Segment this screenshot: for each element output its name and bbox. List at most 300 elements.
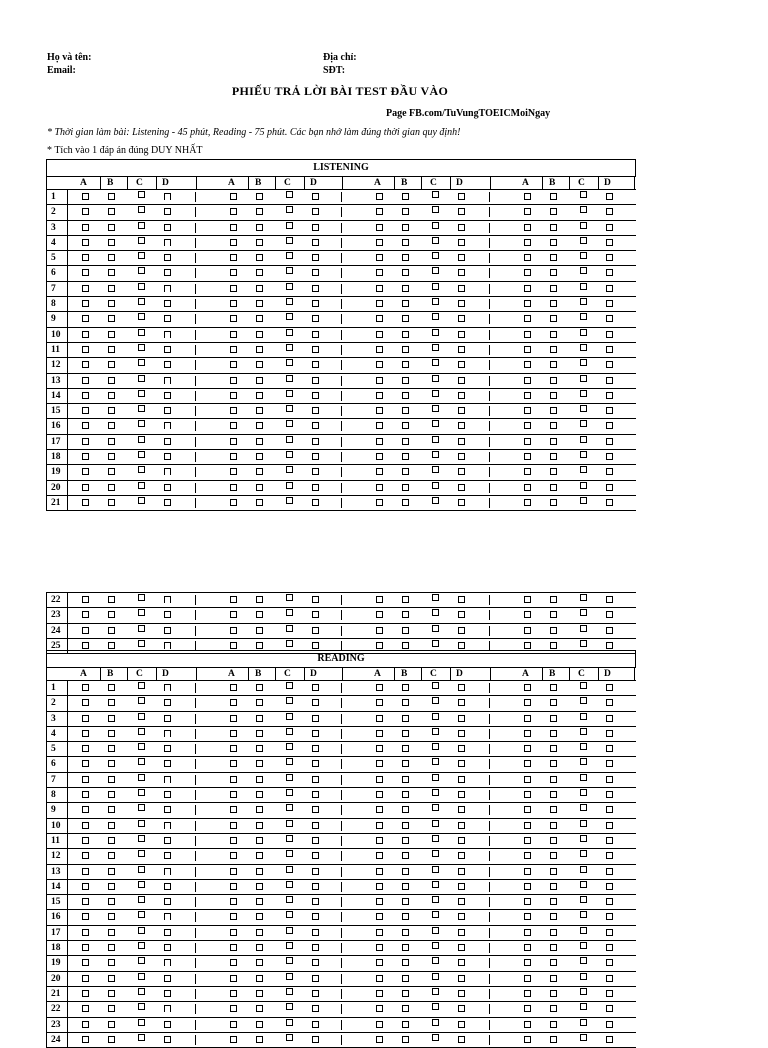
answer-checkbox-a[interactable]: [82, 468, 89, 475]
answer-checkbox-c[interactable]: [580, 911, 587, 918]
answer-checkbox-b[interactable]: [402, 331, 409, 338]
answer-checkbox-a[interactable]: [230, 484, 237, 491]
answer-checkbox-d[interactable]: [606, 596, 613, 603]
answer-checkbox-b[interactable]: [550, 224, 557, 231]
answer-checkbox-a[interactable]: [524, 760, 531, 767]
answer-checkbox-d[interactable]: [458, 361, 465, 368]
answer-checkbox-b[interactable]: [256, 684, 263, 691]
answer-checkbox-d[interactable]: [606, 346, 613, 353]
answer-checkbox-d[interactable]: [458, 745, 465, 752]
answer-checkbox-b[interactable]: [550, 1036, 557, 1043]
answer-checkbox-b[interactable]: [256, 642, 263, 649]
answer-checkbox-d[interactable]: [312, 1036, 319, 1043]
answer-checkbox-c[interactable]: [580, 298, 587, 305]
answer-checkbox-a[interactable]: [230, 760, 237, 767]
answer-checkbox-a[interactable]: [524, 208, 531, 215]
answer-checkbox-c[interactable]: [580, 927, 587, 934]
answer-checkbox-d[interactable]: [312, 699, 319, 706]
answer-checkbox-c[interactable]: [138, 697, 145, 704]
answer-checkbox-a[interactable]: [376, 944, 383, 951]
answer-checkbox-c[interactable]: [432, 988, 439, 995]
answer-checkbox-a[interactable]: [82, 898, 89, 905]
answer-checkbox-b[interactable]: [550, 944, 557, 951]
answer-checkbox-a[interactable]: [376, 453, 383, 460]
answer-checkbox-d[interactable]: [606, 208, 613, 215]
answer-checkbox-a[interactable]: [230, 745, 237, 752]
answer-checkbox-b[interactable]: [402, 760, 409, 767]
answer-checkbox-d[interactable]: [606, 898, 613, 905]
answer-checkbox-c[interactable]: [580, 1034, 587, 1041]
answer-checkbox-b[interactable]: [108, 1036, 115, 1043]
answer-checkbox-b[interactable]: [108, 730, 115, 737]
answer-checkbox-b[interactable]: [402, 1005, 409, 1012]
answer-checkbox-b[interactable]: [402, 822, 409, 829]
answer-checkbox-a[interactable]: [524, 822, 531, 829]
answer-checkbox-a[interactable]: [524, 730, 531, 737]
answer-checkbox-a[interactable]: [376, 392, 383, 399]
answer-checkbox-b[interactable]: [402, 361, 409, 368]
answer-checkbox-a[interactable]: [230, 499, 237, 506]
answer-checkbox-d[interactable]: [164, 361, 171, 368]
answer-checkbox-c[interactable]: [580, 896, 587, 903]
answer-checkbox-a[interactable]: [230, 1036, 237, 1043]
answer-checkbox-c[interactable]: [138, 497, 145, 504]
answer-checkbox-d[interactable]: [458, 822, 465, 829]
answer-checkbox-d[interactable]: [312, 760, 319, 767]
answer-checkbox-d[interactable]: [458, 346, 465, 353]
answer-checkbox-d[interactable]: [606, 361, 613, 368]
answer-checkbox-a[interactable]: [524, 990, 531, 997]
answer-checkbox-b[interactable]: [256, 468, 263, 475]
answer-checkbox-a[interactable]: [82, 300, 89, 307]
answer-checkbox-b[interactable]: [550, 990, 557, 997]
answer-checkbox-a[interactable]: [230, 392, 237, 399]
answer-checkbox-b[interactable]: [402, 596, 409, 603]
answer-checkbox-b[interactable]: [550, 837, 557, 844]
answer-checkbox-c[interactable]: [432, 267, 439, 274]
answer-checkbox-d[interactable]: [606, 453, 613, 460]
answer-checkbox-a[interactable]: [376, 975, 383, 982]
answer-checkbox-c[interactable]: [580, 774, 587, 781]
answer-checkbox-a[interactable]: [82, 730, 89, 737]
answer-checkbox-a[interactable]: [376, 499, 383, 506]
answer-checkbox-b[interactable]: [550, 959, 557, 966]
answer-checkbox-d[interactable]: [312, 913, 319, 920]
answer-checkbox-c[interactable]: [432, 313, 439, 320]
answer-checkbox-b[interactable]: [108, 468, 115, 475]
answer-checkbox-b[interactable]: [108, 837, 115, 844]
answer-checkbox-b[interactable]: [108, 193, 115, 200]
answer-checkbox-a[interactable]: [82, 611, 89, 618]
answer-checkbox-a[interactable]: [230, 361, 237, 368]
answer-checkbox-a[interactable]: [376, 837, 383, 844]
answer-checkbox-c[interactable]: [286, 451, 293, 458]
answer-checkbox-d[interactable]: [458, 1005, 465, 1012]
answer-checkbox-c[interactable]: [138, 942, 145, 949]
answer-checkbox-c[interactable]: [286, 252, 293, 259]
answer-checkbox-c[interactable]: [138, 390, 145, 397]
answer-checkbox-d[interactable]: [312, 776, 319, 783]
answer-checkbox-c[interactable]: [580, 594, 587, 601]
answer-checkbox-b[interactable]: [402, 929, 409, 936]
answer-checkbox-d[interactable]: [458, 596, 465, 603]
answer-checkbox-b[interactable]: [402, 883, 409, 890]
answer-checkbox-b[interactable]: [550, 208, 557, 215]
answer-checkbox-a[interactable]: [376, 239, 383, 246]
answer-checkbox-d[interactable]: [606, 315, 613, 322]
answer-checkbox-c[interactable]: [432, 728, 439, 735]
answer-checkbox-c[interactable]: [138, 911, 145, 918]
answer-checkbox-a[interactable]: [230, 929, 237, 936]
answer-checkbox-b[interactable]: [550, 822, 557, 829]
answer-checkbox-b[interactable]: [550, 193, 557, 200]
answer-checkbox-a[interactable]: [524, 361, 531, 368]
answer-checkbox-c[interactable]: [138, 850, 145, 857]
answer-checkbox-d[interactable]: [458, 715, 465, 722]
answer-checkbox-b[interactable]: [550, 684, 557, 691]
answer-checkbox-a[interactable]: [230, 913, 237, 920]
answer-checkbox-b[interactable]: [402, 715, 409, 722]
answer-checkbox-d[interactable]: [458, 1021, 465, 1028]
answer-checkbox-d[interactable]: [164, 852, 171, 859]
answer-checkbox-d[interactable]: [164, 745, 171, 752]
answer-checkbox-d[interactable]: [606, 468, 613, 475]
answer-checkbox-c[interactable]: [286, 713, 293, 720]
answer-checkbox-a[interactable]: [524, 331, 531, 338]
answer-checkbox-a[interactable]: [230, 407, 237, 414]
answer-checkbox-b[interactable]: [108, 715, 115, 722]
answer-checkbox-d[interactable]: [164, 407, 171, 414]
answer-checkbox-d[interactable]: [312, 806, 319, 813]
answer-checkbox-d[interactable]: [312, 468, 319, 475]
answer-checkbox-a[interactable]: [524, 837, 531, 844]
answer-checkbox-d[interactable]: [164, 898, 171, 905]
answer-checkbox-b[interactable]: [108, 929, 115, 936]
answer-checkbox-a[interactable]: [524, 715, 531, 722]
answer-checkbox-d[interactable]: [458, 852, 465, 859]
answer-checkbox-c[interactable]: [286, 206, 293, 213]
answer-checkbox-d[interactable]: [312, 499, 319, 506]
answer-checkbox-c[interactable]: [286, 313, 293, 320]
answer-checkbox-c[interactable]: [580, 820, 587, 827]
answer-checkbox-b[interactable]: [108, 822, 115, 829]
answer-checkbox-d[interactable]: [164, 596, 171, 603]
answer-checkbox-d[interactable]: [312, 1021, 319, 1028]
answer-checkbox-a[interactable]: [376, 806, 383, 813]
answer-checkbox-c[interactable]: [138, 329, 145, 336]
answer-checkbox-c[interactable]: [432, 697, 439, 704]
answer-checkbox-a[interactable]: [230, 224, 237, 231]
answer-checkbox-a[interactable]: [230, 422, 237, 429]
answer-checkbox-c[interactable]: [286, 191, 293, 198]
answer-checkbox-b[interactable]: [256, 300, 263, 307]
answer-checkbox-a[interactable]: [230, 377, 237, 384]
answer-checkbox-d[interactable]: [312, 254, 319, 261]
answer-checkbox-c[interactable]: [138, 359, 145, 366]
answer-checkbox-c[interactable]: [432, 482, 439, 489]
answer-checkbox-c[interactable]: [580, 420, 587, 427]
answer-checkbox-c[interactable]: [138, 743, 145, 750]
answer-checkbox-b[interactable]: [108, 499, 115, 506]
answer-checkbox-d[interactable]: [606, 377, 613, 384]
answer-checkbox-d[interactable]: [606, 684, 613, 691]
answer-checkbox-b[interactable]: [108, 484, 115, 491]
answer-checkbox-d[interactable]: [458, 285, 465, 292]
answer-checkbox-a[interactable]: [376, 193, 383, 200]
answer-checkbox-c[interactable]: [286, 466, 293, 473]
answer-checkbox-b[interactable]: [550, 422, 557, 429]
answer-checkbox-c[interactable]: [138, 820, 145, 827]
answer-checkbox-d[interactable]: [458, 929, 465, 936]
answer-checkbox-b[interactable]: [256, 422, 263, 429]
answer-checkbox-d[interactable]: [458, 913, 465, 920]
answer-checkbox-d[interactable]: [312, 684, 319, 691]
answer-checkbox-c[interactable]: [580, 267, 587, 274]
answer-checkbox-a[interactable]: [230, 1021, 237, 1028]
answer-checkbox-a[interactable]: [82, 684, 89, 691]
answer-checkbox-b[interactable]: [550, 868, 557, 875]
answer-checkbox-a[interactable]: [82, 852, 89, 859]
answer-checkbox-c[interactable]: [580, 313, 587, 320]
answer-checkbox-d[interactable]: [164, 1036, 171, 1043]
answer-checkbox-b[interactable]: [256, 438, 263, 445]
answer-checkbox-a[interactable]: [82, 776, 89, 783]
answer-checkbox-d[interactable]: [606, 791, 613, 798]
answer-checkbox-c[interactable]: [580, 283, 587, 290]
answer-checkbox-a[interactable]: [524, 193, 531, 200]
answer-checkbox-c[interactable]: [432, 640, 439, 647]
answer-checkbox-a[interactable]: [524, 453, 531, 460]
answer-checkbox-c[interactable]: [286, 1019, 293, 1026]
answer-checkbox-a[interactable]: [230, 822, 237, 829]
answer-checkbox-d[interactable]: [164, 837, 171, 844]
answer-checkbox-b[interactable]: [402, 1021, 409, 1028]
answer-checkbox-c[interactable]: [432, 206, 439, 213]
answer-checkbox-a[interactable]: [82, 239, 89, 246]
answer-checkbox-d[interactable]: [312, 611, 319, 618]
answer-checkbox-b[interactable]: [108, 699, 115, 706]
answer-checkbox-b[interactable]: [550, 484, 557, 491]
answer-checkbox-a[interactable]: [230, 239, 237, 246]
answer-checkbox-c[interactable]: [286, 497, 293, 504]
answer-checkbox-d[interactable]: [164, 627, 171, 634]
answer-checkbox-a[interactable]: [230, 438, 237, 445]
answer-checkbox-b[interactable]: [256, 392, 263, 399]
answer-checkbox-b[interactable]: [402, 300, 409, 307]
answer-checkbox-b[interactable]: [108, 883, 115, 890]
answer-checkbox-a[interactable]: [524, 806, 531, 813]
answer-checkbox-d[interactable]: [164, 776, 171, 783]
answer-checkbox-b[interactable]: [108, 224, 115, 231]
answer-checkbox-a[interactable]: [230, 837, 237, 844]
answer-checkbox-c[interactable]: [580, 697, 587, 704]
answer-checkbox-d[interactable]: [164, 822, 171, 829]
answer-checkbox-a[interactable]: [376, 852, 383, 859]
answer-checkbox-b[interactable]: [550, 975, 557, 982]
answer-checkbox-c[interactable]: [432, 1003, 439, 1010]
answer-checkbox-b[interactable]: [550, 438, 557, 445]
answer-checkbox-c[interactable]: [286, 850, 293, 857]
answer-checkbox-d[interactable]: [606, 868, 613, 875]
answer-checkbox-b[interactable]: [256, 377, 263, 384]
answer-checkbox-b[interactable]: [402, 254, 409, 261]
answer-checkbox-a[interactable]: [376, 208, 383, 215]
answer-checkbox-b[interactable]: [402, 239, 409, 246]
answer-checkbox-c[interactable]: [432, 835, 439, 842]
answer-checkbox-d[interactable]: [606, 715, 613, 722]
answer-checkbox-d[interactable]: [164, 377, 171, 384]
answer-checkbox-b[interactable]: [402, 730, 409, 737]
answer-checkbox-b[interactable]: [402, 193, 409, 200]
answer-checkbox-a[interactable]: [82, 193, 89, 200]
answer-checkbox-b[interactable]: [108, 776, 115, 783]
answer-checkbox-a[interactable]: [230, 944, 237, 951]
answer-checkbox-a[interactable]: [524, 392, 531, 399]
answer-checkbox-b[interactable]: [550, 642, 557, 649]
answer-checkbox-b[interactable]: [108, 1021, 115, 1028]
answer-checkbox-a[interactable]: [82, 438, 89, 445]
answer-checkbox-c[interactable]: [432, 466, 439, 473]
answer-checkbox-c[interactable]: [580, 625, 587, 632]
answer-checkbox-c[interactable]: [432, 713, 439, 720]
answer-checkbox-b[interactable]: [108, 453, 115, 460]
answer-checkbox-d[interactable]: [606, 883, 613, 890]
answer-checkbox-b[interactable]: [108, 898, 115, 905]
answer-checkbox-d[interactable]: [164, 224, 171, 231]
answer-checkbox-b[interactable]: [550, 627, 557, 634]
answer-checkbox-d[interactable]: [164, 468, 171, 475]
answer-checkbox-d[interactable]: [312, 438, 319, 445]
answer-checkbox-b[interactable]: [402, 898, 409, 905]
answer-checkbox-d[interactable]: [606, 331, 613, 338]
answer-checkbox-d[interactable]: [458, 684, 465, 691]
answer-checkbox-a[interactable]: [82, 331, 89, 338]
answer-checkbox-c[interactable]: [286, 942, 293, 949]
answer-checkbox-c[interactable]: [580, 482, 587, 489]
answer-checkbox-a[interactable]: [82, 377, 89, 384]
answer-checkbox-c[interactable]: [286, 866, 293, 873]
answer-checkbox-a[interactable]: [524, 627, 531, 634]
answer-checkbox-b[interactable]: [256, 315, 263, 322]
answer-checkbox-d[interactable]: [458, 791, 465, 798]
answer-checkbox-b[interactable]: [402, 453, 409, 460]
answer-checkbox-a[interactable]: [524, 438, 531, 445]
answer-checkbox-d[interactable]: [312, 315, 319, 322]
answer-checkbox-c[interactable]: [138, 313, 145, 320]
answer-checkbox-a[interactable]: [524, 975, 531, 982]
answer-checkbox-b[interactable]: [256, 715, 263, 722]
answer-checkbox-b[interactable]: [256, 453, 263, 460]
answer-checkbox-d[interactable]: [458, 422, 465, 429]
answer-checkbox-d[interactable]: [312, 453, 319, 460]
answer-checkbox-b[interactable]: [108, 642, 115, 649]
answer-checkbox-c[interactable]: [580, 191, 587, 198]
answer-checkbox-b[interactable]: [256, 929, 263, 936]
answer-checkbox-c[interactable]: [286, 896, 293, 903]
answer-checkbox-b[interactable]: [108, 959, 115, 966]
answer-checkbox-b[interactable]: [256, 1036, 263, 1043]
answer-checkbox-b[interactable]: [402, 1036, 409, 1043]
answer-checkbox-a[interactable]: [82, 346, 89, 353]
answer-checkbox-a[interactable]: [376, 484, 383, 491]
answer-checkbox-a[interactable]: [376, 611, 383, 618]
answer-checkbox-c[interactable]: [432, 911, 439, 918]
answer-checkbox-d[interactable]: [312, 627, 319, 634]
answer-checkbox-c[interactable]: [432, 451, 439, 458]
answer-checkbox-d[interactable]: [458, 453, 465, 460]
answer-checkbox-d[interactable]: [164, 883, 171, 890]
answer-checkbox-c[interactable]: [286, 359, 293, 366]
answer-checkbox-c[interactable]: [580, 835, 587, 842]
answer-checkbox-b[interactable]: [108, 975, 115, 982]
answer-checkbox-d[interactable]: [606, 269, 613, 276]
answer-checkbox-c[interactable]: [286, 1034, 293, 1041]
answer-checkbox-a[interactable]: [230, 208, 237, 215]
answer-checkbox-c[interactable]: [432, 866, 439, 873]
answer-checkbox-a[interactable]: [376, 468, 383, 475]
answer-checkbox-c[interactable]: [138, 191, 145, 198]
answer-checkbox-c[interactable]: [138, 973, 145, 980]
answer-checkbox-a[interactable]: [82, 642, 89, 649]
answer-checkbox-b[interactable]: [402, 791, 409, 798]
answer-checkbox-c[interactable]: [286, 298, 293, 305]
answer-checkbox-c[interactable]: [286, 329, 293, 336]
answer-checkbox-b[interactable]: [256, 944, 263, 951]
answer-checkbox-a[interactable]: [376, 224, 383, 231]
answer-checkbox-c[interactable]: [432, 375, 439, 382]
answer-checkbox-c[interactable]: [432, 252, 439, 259]
answer-checkbox-b[interactable]: [108, 596, 115, 603]
answer-checkbox-a[interactable]: [524, 377, 531, 384]
answer-checkbox-b[interactable]: [402, 776, 409, 783]
answer-checkbox-b[interactable]: [402, 468, 409, 475]
answer-checkbox-d[interactable]: [164, 913, 171, 920]
answer-checkbox-b[interactable]: [550, 852, 557, 859]
answer-checkbox-b[interactable]: [108, 208, 115, 215]
answer-checkbox-a[interactable]: [230, 315, 237, 322]
answer-checkbox-a[interactable]: [230, 1005, 237, 1012]
answer-checkbox-b[interactable]: [256, 224, 263, 231]
answer-checkbox-d[interactable]: [312, 239, 319, 246]
answer-checkbox-a[interactable]: [230, 975, 237, 982]
answer-checkbox-c[interactable]: [286, 283, 293, 290]
answer-checkbox-a[interactable]: [230, 898, 237, 905]
answer-checkbox-b[interactable]: [256, 699, 263, 706]
answer-checkbox-b[interactable]: [402, 806, 409, 813]
answer-checkbox-a[interactable]: [524, 315, 531, 322]
answer-checkbox-a[interactable]: [524, 300, 531, 307]
answer-checkbox-d[interactable]: [164, 806, 171, 813]
answer-checkbox-c[interactable]: [138, 222, 145, 229]
answer-checkbox-a[interactable]: [82, 929, 89, 936]
answer-checkbox-a[interactable]: [82, 361, 89, 368]
answer-checkbox-b[interactable]: [402, 684, 409, 691]
answer-checkbox-b[interactable]: [550, 1005, 557, 1012]
answer-checkbox-b[interactable]: [402, 627, 409, 634]
answer-checkbox-b[interactable]: [550, 300, 557, 307]
answer-checkbox-d[interactable]: [458, 193, 465, 200]
answer-checkbox-a[interactable]: [376, 715, 383, 722]
answer-checkbox-b[interactable]: [402, 975, 409, 982]
answer-checkbox-a[interactable]: [376, 822, 383, 829]
answer-checkbox-a[interactable]: [376, 377, 383, 384]
answer-checkbox-b[interactable]: [256, 254, 263, 261]
answer-checkbox-b[interactable]: [550, 806, 557, 813]
answer-checkbox-b[interactable]: [108, 331, 115, 338]
answer-checkbox-a[interactable]: [82, 959, 89, 966]
answer-checkbox-c[interactable]: [580, 390, 587, 397]
answer-checkbox-a[interactable]: [524, 224, 531, 231]
